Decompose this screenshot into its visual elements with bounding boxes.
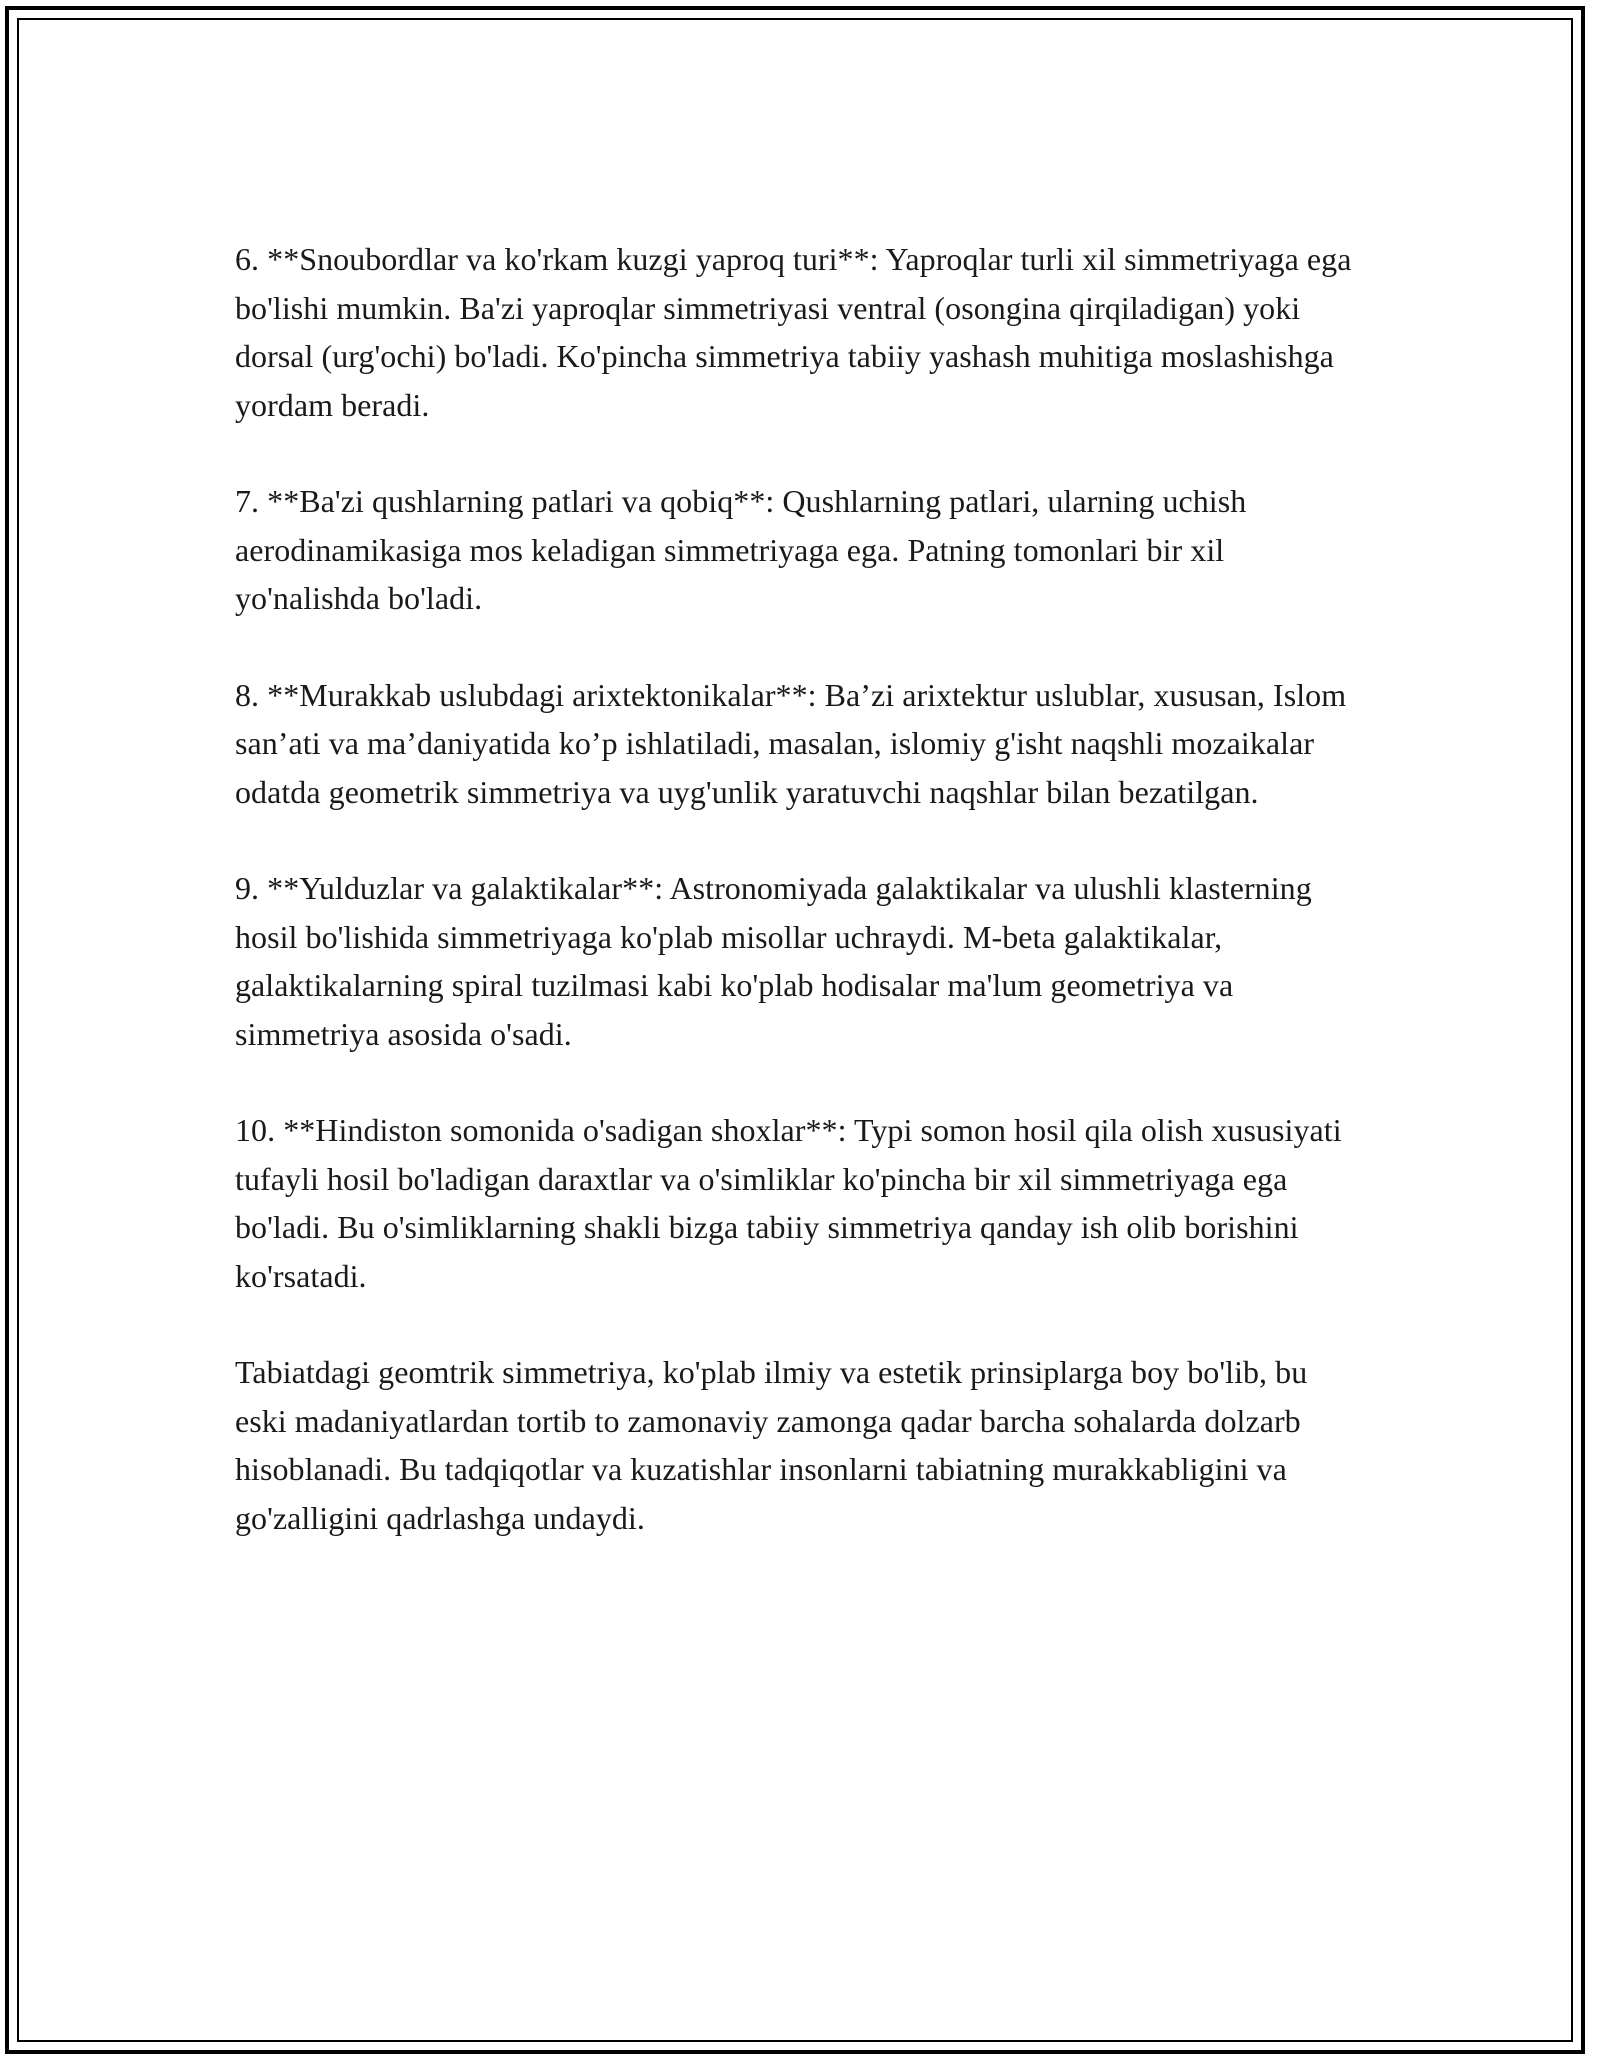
paragraph-item-7: 7. **Ba'zi qushlarning patlari va qobiq**: Qushlarning patlari, ularning uchish aerodinamikasiga mos keladigan simmetriyaga ega. Patning tomonlari bir xil yo'nalishda bo'ladi. [235, 483, 1247, 616]
document-body [235, 235, 1365, 1590]
paragraph-item-6: 6. **Snoubordlar va ko'rkam kuzgi yaproq turi**: Yaproqlar turli xil simmetriyaga ega bo'lishi mumkin. Ba'zi yaproqlar simmetriyasi ventral (osongina qirqiladigan) yoki dorsal (urg'ochi) bo'ladi. Ko'pincha simmetriya tabiiy yashash muhitiga moslashishga yordam beradi. [235, 241, 1352, 423]
paragraph-conclusion: Tabiatdagi geomtrik simmetriya, ko'plab ilmiy va estetik prinsiplarga boy bo'lib, bu eski madaniyatlardan tortib to zamonaviy zamonga qadar barcha sohalarda dolzarb hisoblanadi. Bu tadqiqotlar va kuzatishlar insonlarni tabiatning murakkabligini va go'zalligini qadrlashga undaydi. [235, 1354, 1308, 1536]
paragraph-item-8: 8. **Murakkab uslubdagi arixtektonikalar**: Ba’zi arixtektur uslublar, xususan, Islom san’ati va ma’daniyatida ko’p ishlatiladi, masalan, islomiy g'isht naqshli mozaikalar odatda geometrik simmetriya va uyg'unlik yaratuvchi naqshlar bilan bezatilgan. [235, 676, 1347, 810]
paragraph-item-9: 9. **Yulduzlar va galaktikalar**: Astronomiyada galaktikalar va ulushli klasterning hosil bo'lishida simmetriyaga ko'plab misollar uchraydi. M-beta galaktikalar, galaktikalarning spiral tuzilmasi kabi ko'plab hodisalar ma'lum geometriya va simmetriya asosida o'sadi. [235, 870, 1312, 1052]
paragraph-item-10: 10. **Hindiston somonida o'sadigan shoxlar**: Typi somon hosil qila olish xususiyati tufayli hosil bo'ladigan daraxtlar va o'simliklar ko'pincha bir xil simmetriyaga ega bo'ladi. Bu o'simliklarning shakli bizga tabiiy simmetriya qanday ish olib borishini ko'rsatadi. [235, 1112, 1342, 1294]
